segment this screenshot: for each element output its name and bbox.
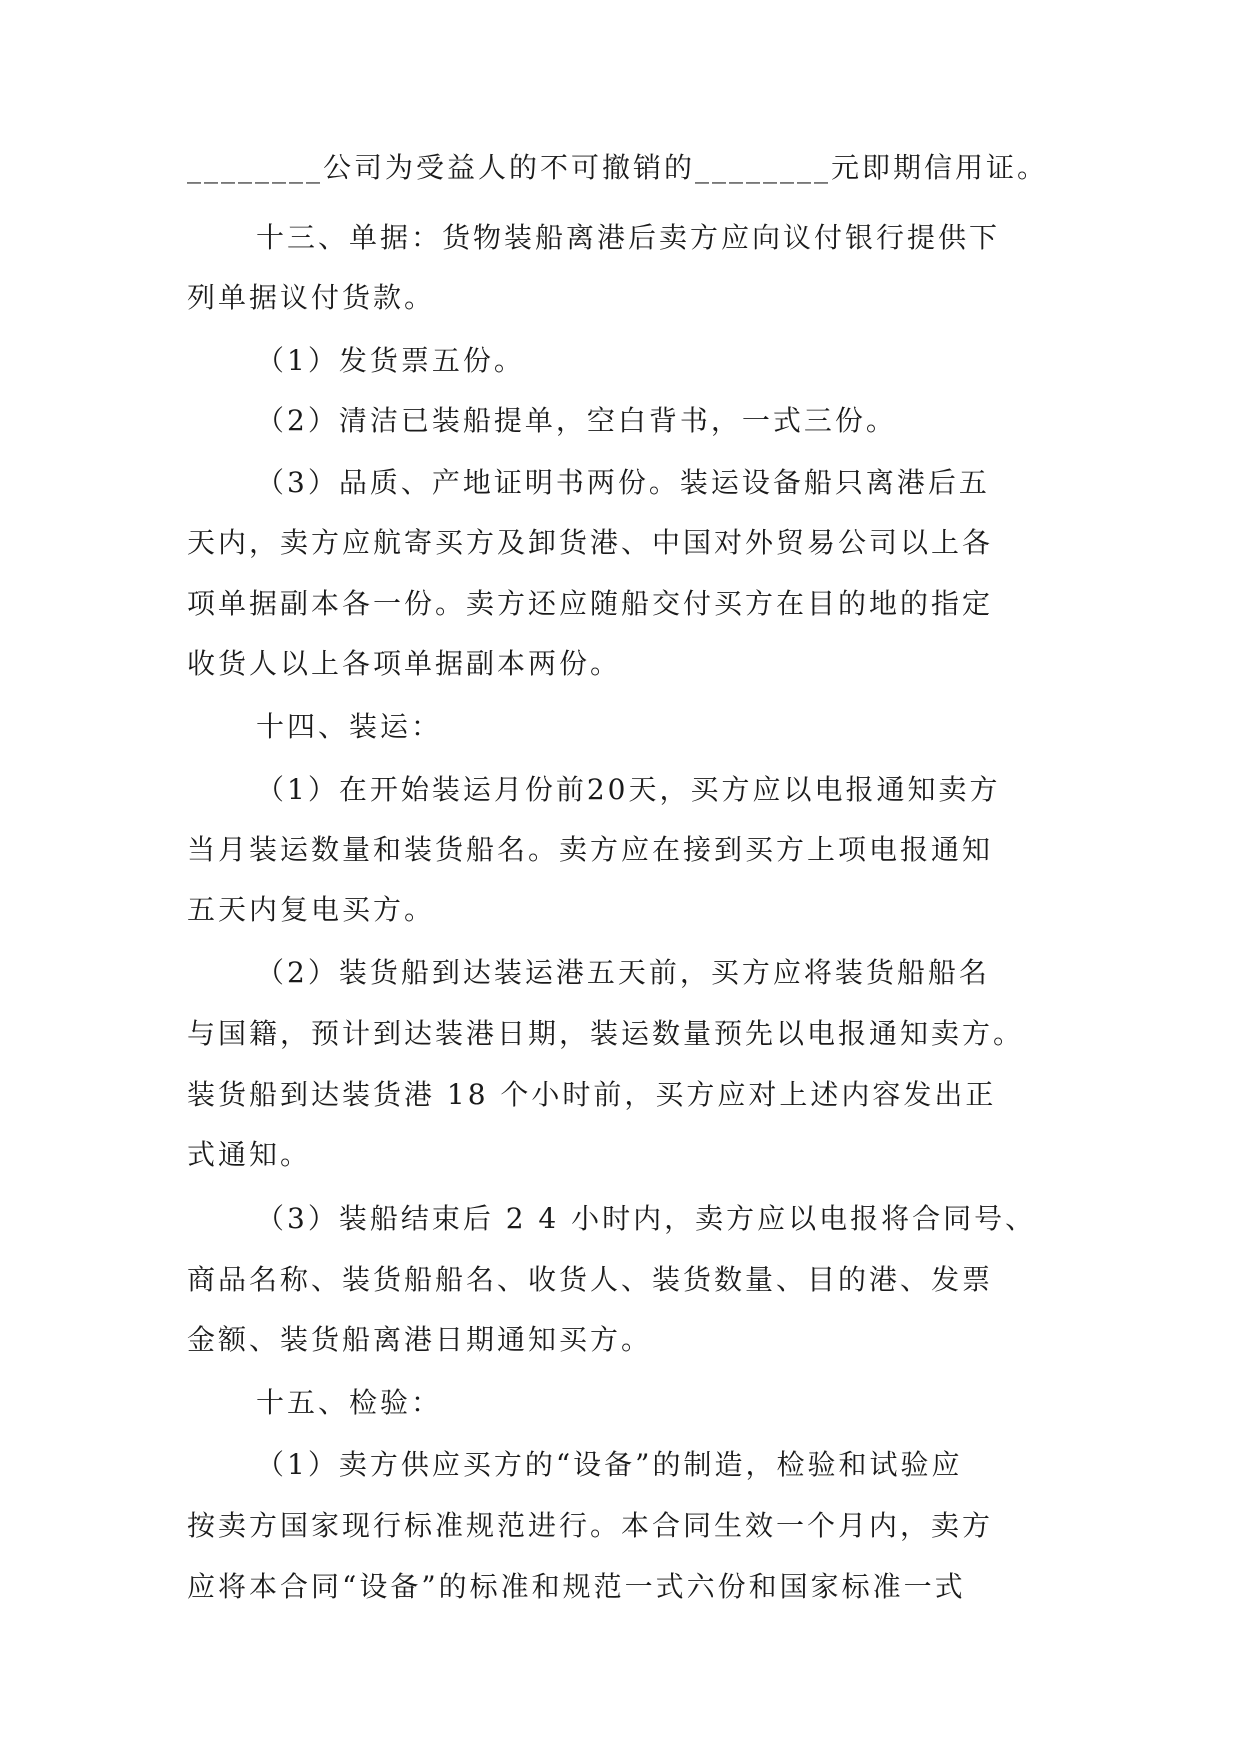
text-line: 十三、单据：货物装船离港后卖方应向议付银行提供下 [256,221,1001,254]
text-line: 列单据议付货款。 [187,281,436,314]
text-line: （3）装船结束后 2 4 小时内，卖方应以电报将合同号、 [256,1202,1037,1235]
text-line: （3）品质、产地证明书两份。装运设备船只离港后五 [256,466,990,499]
text-line: 金额、装货船离港日期通知买方。 [187,1323,653,1356]
text-line: 商品名称、装货船船名、收货人、装货数量、目的港、发票 [187,1263,994,1296]
text-line: 式通知。 [187,1138,312,1171]
text-line: ________公司为受益人的不可撤销的________元即期信用证。 [187,151,1049,184]
text-line: （1）在开始装运月份前20天，买方应以电报通知卖方 [256,773,1001,806]
text-line: 与国籍，预计到达装港日期，装运数量预先以电报通知卖方。 [187,1017,1025,1050]
text-line: 应将本合同“设备”的标准和规范一式六份和国家标准一式 [187,1570,966,1603]
text-line: 五天内复电买方。 [187,893,436,926]
text-line: 收货人以上各项单据副本两份。 [187,647,622,680]
text-line: （1）卖方供应买方的“设备”的制造，检验和试验应 [256,1448,963,1481]
text-line: 当月装运数量和装货船名。卖方应在接到买方上项电报通知 [187,833,994,866]
text-line: 项单据副本各一份。卖方还应随船交付买方在目的地的指定 [187,587,994,620]
text-line: （2）装货船到达装运港五天前，买方应将装货船船名 [256,956,990,989]
text-line: 十五、检验： [256,1386,443,1419]
text-line: 天内，卖方应航寄买方及卸货港、中国对外贸易公司以上各 [187,526,994,559]
text-line: （1）发货票五份。 [256,344,525,377]
text-line: 十四、装运： [256,710,443,743]
text-line: 按卖方国家现行标准规范进行。本合同生效一个月内，卖方 [187,1509,994,1542]
text-line: （2）清洁已装船提单，空白背书，一式三份。 [256,404,897,437]
text-line: 装货船到达装货港 18 个小时前，买方应对上述内容发出正 [187,1078,997,1111]
